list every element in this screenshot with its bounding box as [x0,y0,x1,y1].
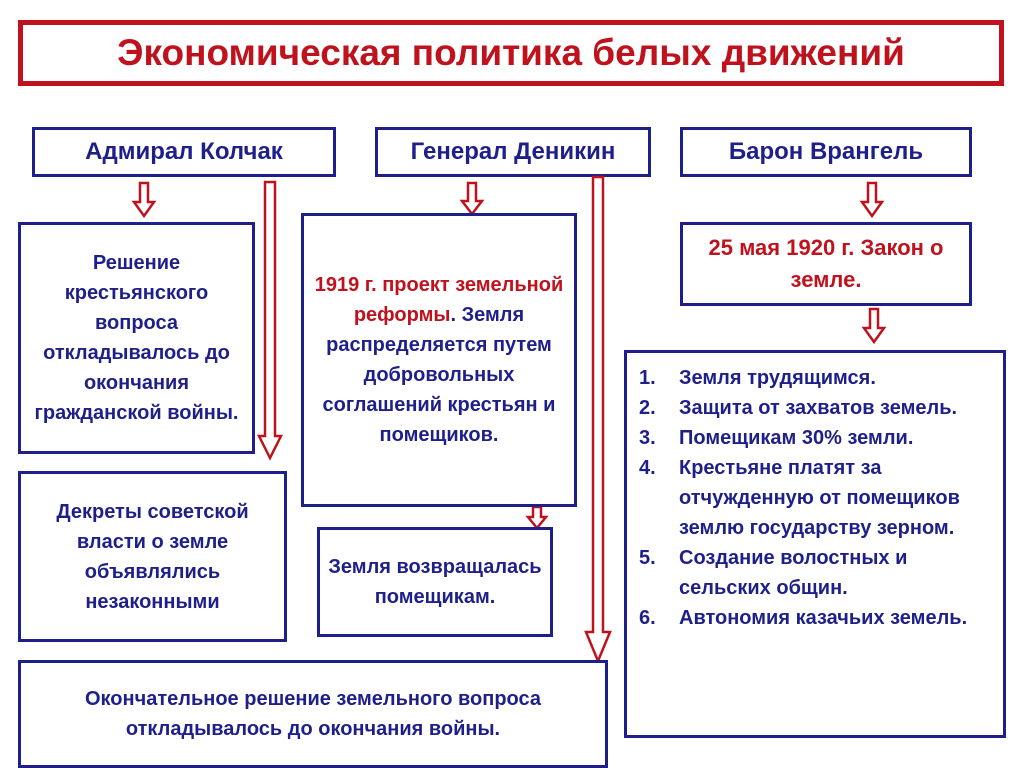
reform-project-label: 1919 г. проект земельной реформы [314,274,564,326]
leader-kolchak: Адмирал Колчак [32,127,336,177]
kolchak-postponement-box: Решение крестьянского вопроса откладывалось до окончания гражданской войны. [18,222,255,454]
down-arrow-icon [584,176,612,664]
leader-wrangel: Барон Врангель [680,127,972,177]
list-item: 3. Помещикам 30% земли. [639,427,914,449]
list-item: 1. Земля трудящимся. [639,367,876,389]
down-arrow-icon [460,182,484,216]
land-law-points-list [639,363,993,633]
reform-description: . Земля распределяется путем добровольных соглашений крестьян и помещиков. [322,304,556,446]
kolchak-decrees-box: Декреты советской власти о земле объявлялись незаконными [18,471,287,642]
final-decision-box: Окончательное решение земельного вопроса откладывалось до окончания войны. [18,660,608,768]
list-item: 5. Создание волостных и сельских общин. [639,547,908,599]
denikin-land-returned-box: Земля возвращалась помещикам. [317,527,553,637]
down-arrow-icon [132,182,156,218]
leader-denikin: Генерал Деникин [375,127,651,177]
down-arrow-icon [257,181,283,461]
denikin-reform-box [301,213,577,507]
list-item: 4. Крестьяне платят за отчужденную от помещиков землю государству зерном. [639,457,960,539]
down-arrow-icon [862,308,886,344]
down-arrow-icon [860,182,884,218]
list-item: 2. Защита от захватов земель. [639,397,958,419]
diagram-title: Экономическая политика белых движений [18,20,1004,86]
list-item: 6. Автономия казачьих земель. [639,607,968,629]
land-law-points-box [624,350,1006,738]
land-law-box: 25 мая 1920 г. Закон о земле. [680,222,972,306]
